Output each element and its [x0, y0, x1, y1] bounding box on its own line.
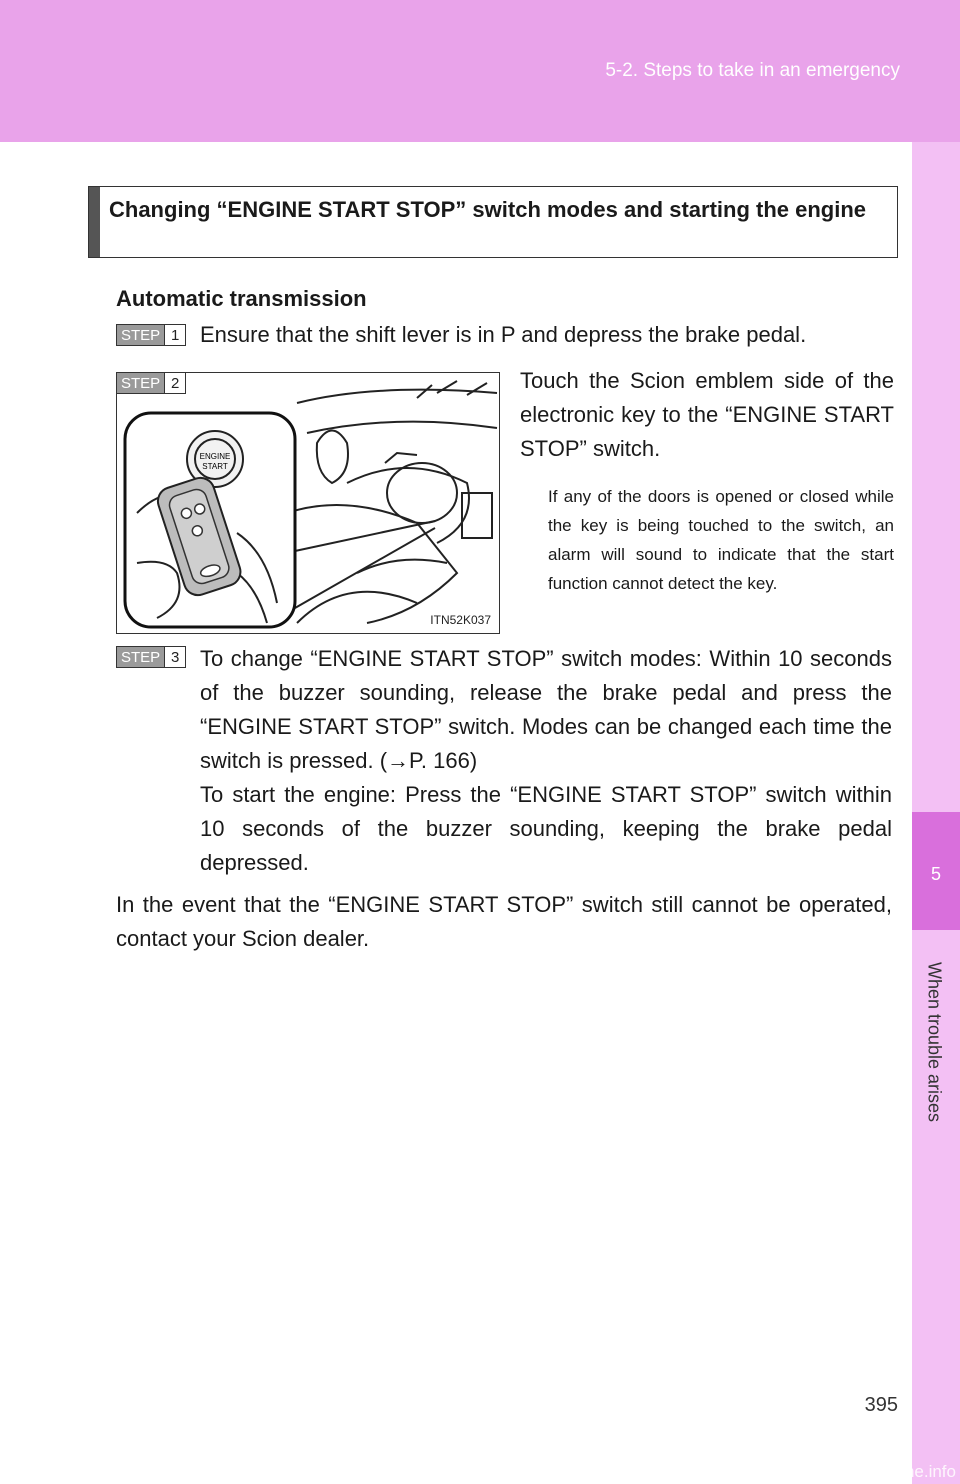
figure-id: ITN52K037 [430, 613, 491, 627]
closing-paragraph: In the event that the “ENGINE START STOP” switch still cannot be operated, contact your Scion dealer. [116, 892, 892, 951]
step-number: 1 [164, 325, 185, 345]
heading-accent-bar [89, 187, 100, 257]
page-number: 395 [864, 1394, 898, 1416]
step-label: STEP [117, 373, 164, 393]
button-label-line-1: ENGINE [199, 452, 231, 461]
section-title: 5-2. Steps to take in an emergency [605, 60, 900, 81]
step-1-text: Ensure that the shift lever is in P and depress the brake pedal. [200, 322, 807, 347]
step-number: 3 [164, 647, 185, 667]
chapter-title: When trouble arises [924, 961, 945, 1123]
illustration-drawing [117, 373, 500, 634]
section-heading-box [88, 186, 898, 258]
step-number: 2 [164, 373, 185, 393]
section-heading: Changing “ENGINE START STOP” switch modes and starting the engine [109, 197, 867, 222]
subheading: Automatic transmission [116, 286, 367, 311]
step-label: STEP [117, 325, 164, 345]
step-2-text: Touch the Scion emblem side of the electronic key to the “ENGINE START STOP” switch. [520, 368, 894, 461]
step-2-badge [116, 372, 186, 394]
step-3-text-modes: To change “ENGINE START STOP” switch modes: Within 10 seconds of the buzzer sounding, release the brake pedal and press the “ENGINE START STOP” switch. Modes can be changed each time the switch is pressed. (→P. 166) [200, 646, 892, 773]
watermark: carmanualsonline.info [790, 1462, 956, 1481]
step-2-note: If any of the doors is opened or closed while the key is being touched to the switch, an alarm will sound to indicate that the start function cannot detect the key. [548, 487, 894, 593]
chapter-number: 5 [930, 864, 941, 884]
step-label: STEP [117, 647, 164, 667]
button-label-line-2: START [202, 462, 228, 471]
step-1-badge [116, 324, 186, 346]
step-3-badge [116, 646, 186, 668]
step-3-text-start: To start the engine: Press the “ENGINE START STOP” switch within 10 seconds of the buzzer sounding, keeping the brake pedal depressed. [200, 782, 892, 875]
key-touch-illustration [116, 372, 500, 634]
chapter-tab[interactable] [912, 812, 960, 930]
